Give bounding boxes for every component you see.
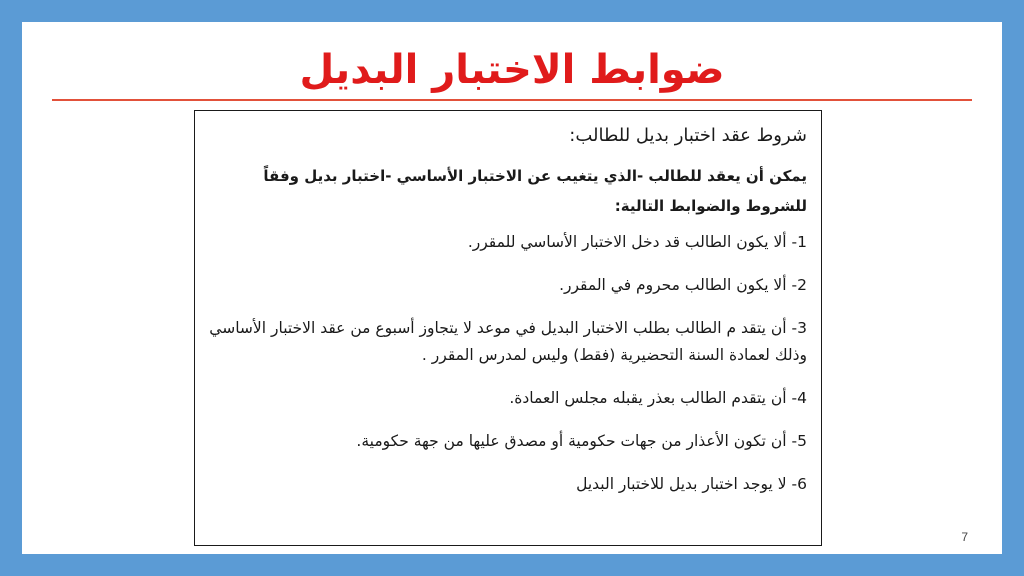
item-text: لا يوجد اختبار بديل للاختبار البديل <box>576 475 787 493</box>
list-item <box>209 471 807 498</box>
item-number: 3- <box>791 319 807 337</box>
title-divider <box>52 99 972 101</box>
item-number: 4- <box>791 389 807 407</box>
item-text: أن يتقدم الطالب بعذر يقبله مجلس العمادة. <box>509 389 787 407</box>
item-number: 6- <box>791 475 807 493</box>
content-box <box>194 110 822 546</box>
box-heading: شروط عقد اختبار بديل للطالب: <box>569 125 807 146</box>
list-item <box>209 315 807 369</box>
list-item <box>209 229 807 256</box>
item-number: 2- <box>791 276 807 294</box>
list-item <box>209 385 807 412</box>
intro-paragraph: يمكن أن يعقد للطالب -الذي يتغيب عن الاختبار الأساسي -اختبار بديل وفقاً للشروط والضوابط التالية: <box>263 167 807 215</box>
slide <box>22 22 1002 554</box>
item-text: أن تكون الأعذار من جهات حكومية أو مصدق عليها من جهة حكومية. <box>356 432 787 450</box>
page-number: 7 <box>961 530 968 544</box>
item-text: ألا يكون الطالب قد دخل الاختبار الأساسي للمقرر. <box>467 233 787 251</box>
item-number: 5- <box>791 432 807 450</box>
slide-title: ضوابط الاختبار البديل <box>299 47 725 93</box>
item-text: ألا يكون الطالب محروم في المقرر. <box>559 276 787 294</box>
list-item <box>209 272 807 299</box>
item-text: أن يتقد م الطالب بطلب الاختبار البديل في موعد لا يتجاوز أسبوع من عقد الاختبار الأساسي وذلك لعمادة السنة التحضيرية (فقط) وليس لمدرس المقرر . <box>209 319 807 364</box>
list-item <box>209 428 807 455</box>
item-number: 1- <box>791 233 807 251</box>
